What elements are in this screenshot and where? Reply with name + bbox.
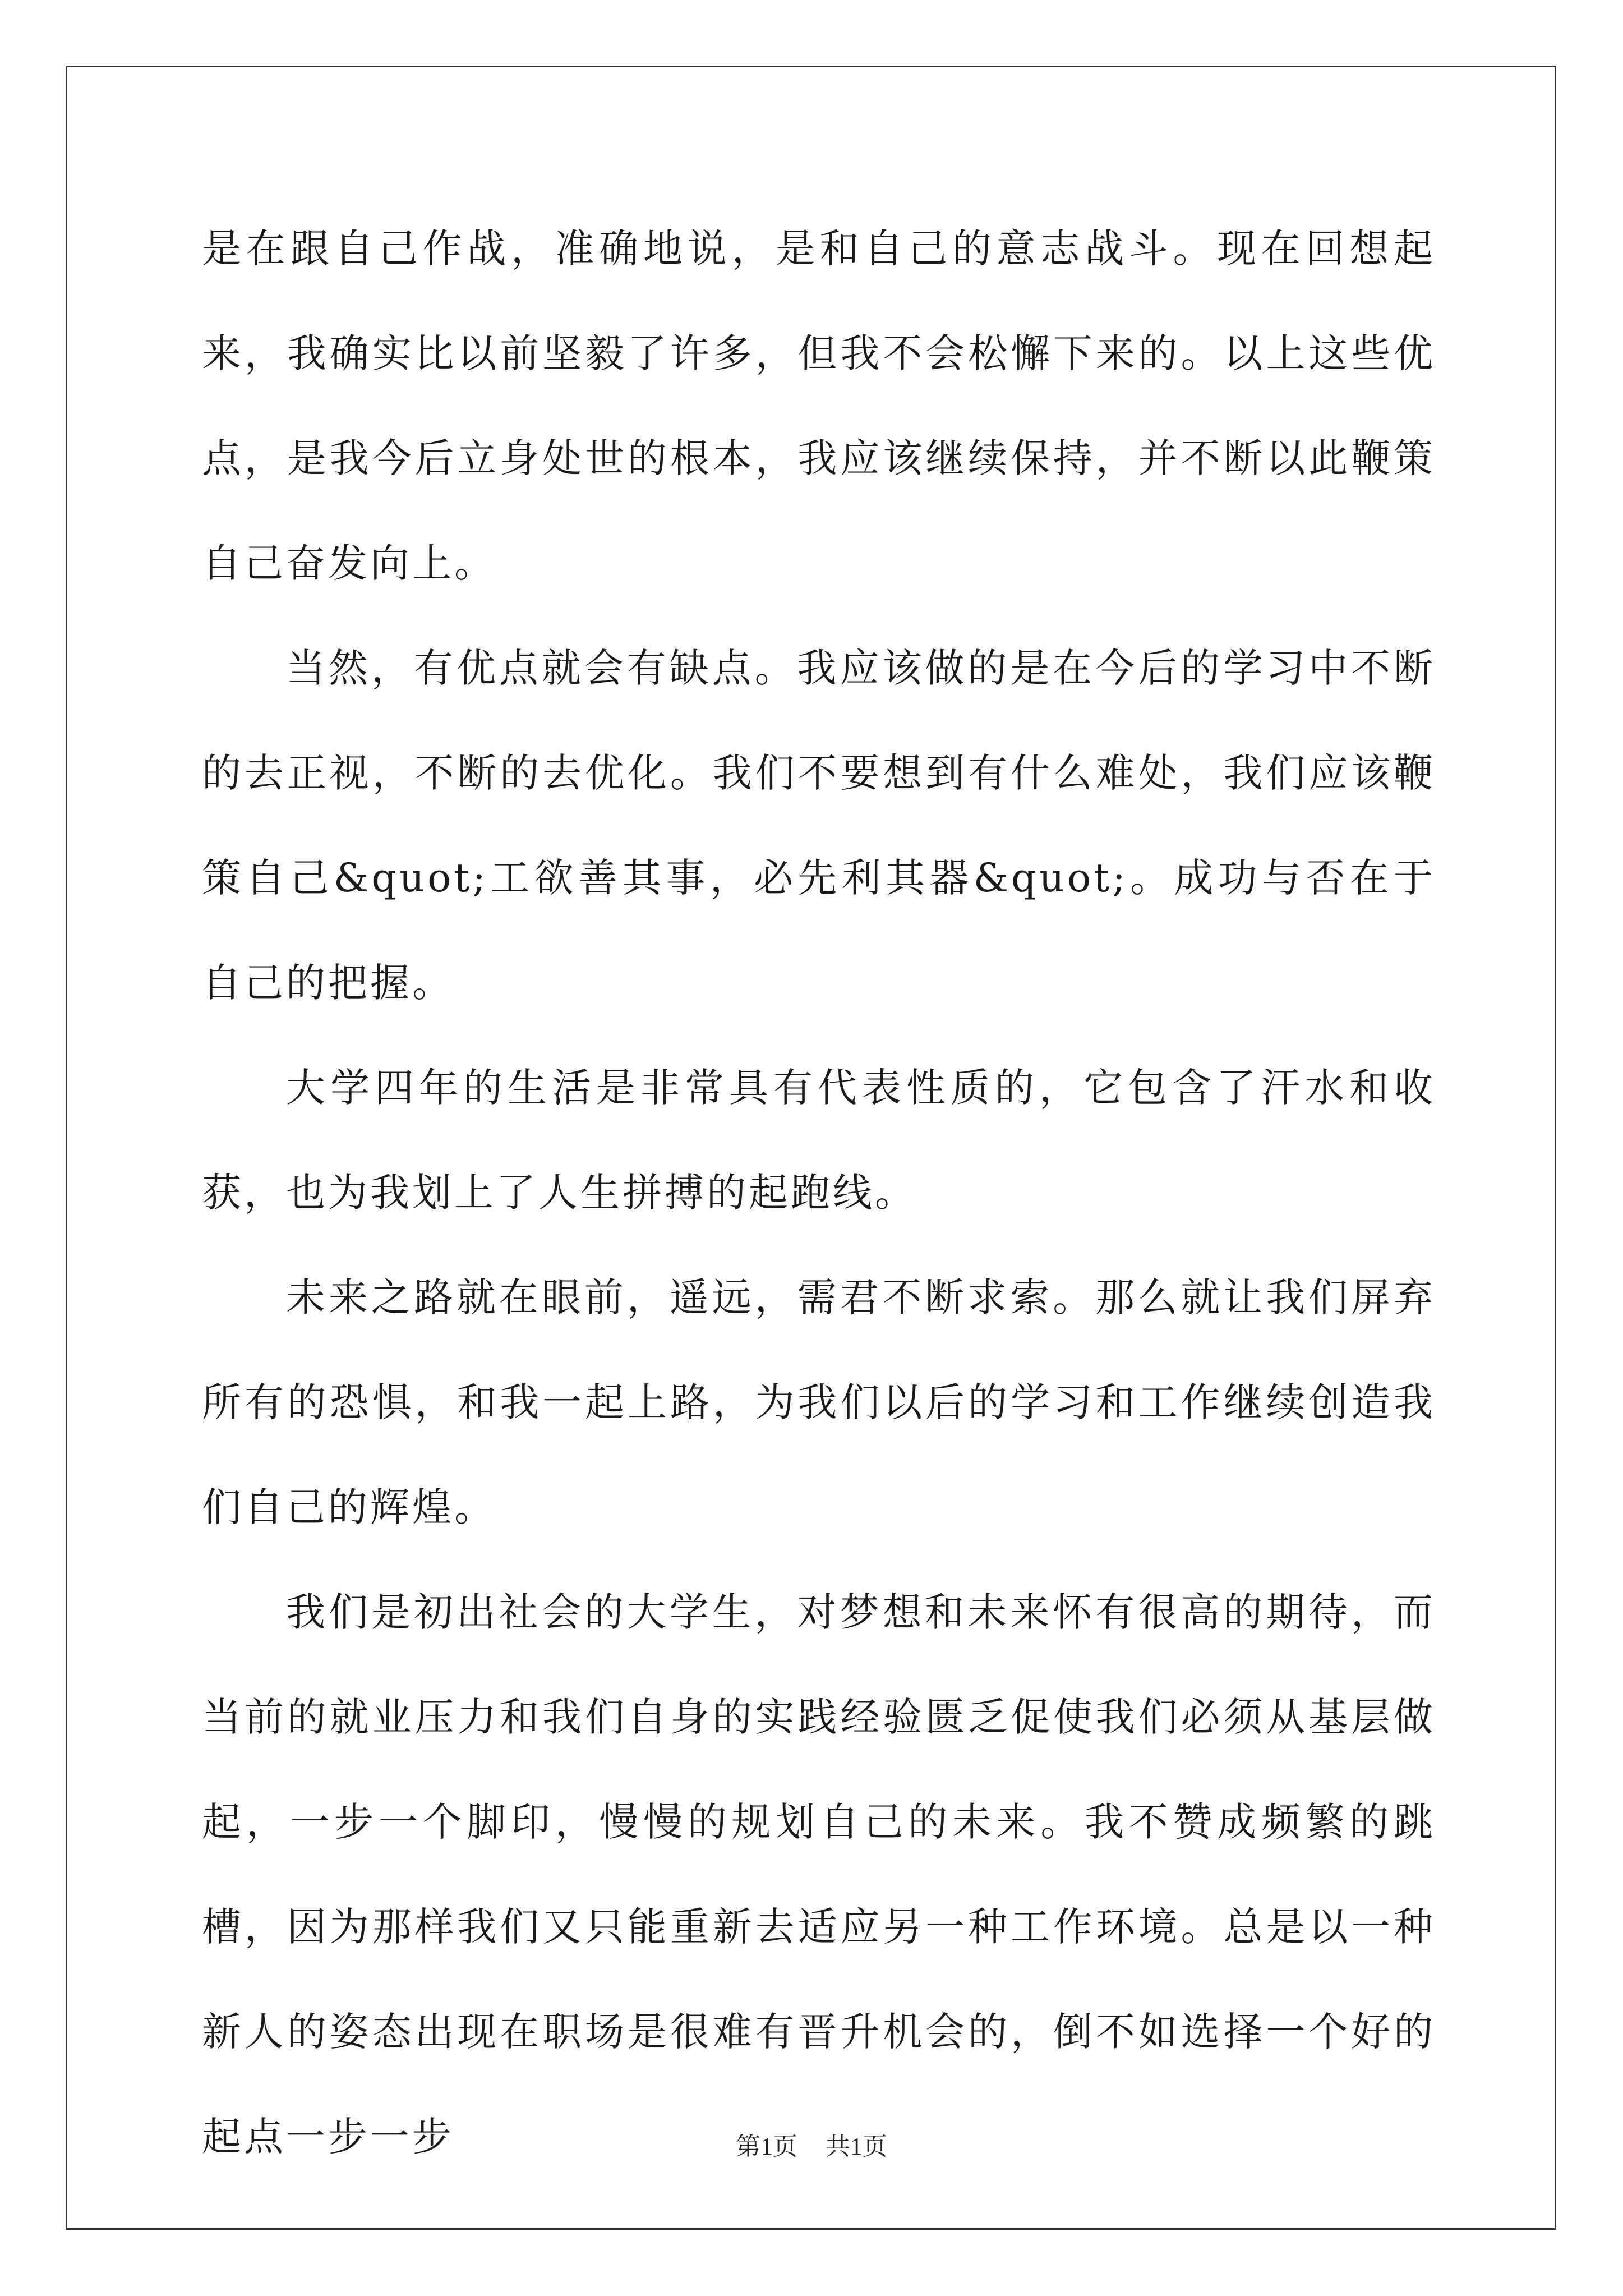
page-number: 第1页 — [736, 2133, 797, 2160]
page-count: 共1页 — [826, 2133, 887, 2160]
paragraph: 我们是初出社会的大学生，对梦想和未来怀有很高的期待，而当前的就业压力和我们自身的实践经验匮乏促使我们必须从基层做起，一步一个脚印，慢慢的规划自己的未来。我不赞成频繁的跳槽，因为那样我们又只能重新去适应另一种工作环境。总是以一种新人的姿态出现在职场是很难有晋升机会的，倒不如选择一个好的起点一步一步 — [202, 1589, 1436, 2160]
paragraph: 当然，有优点就会有缺点。我应该做的是在今后的学习中不断的去正视，不断的去优化。我们不要想到有什么难处，我们应该鞭策自己&quot;工欲善其事，必先利其器&quot;。成功与否在于自己的把握。 — [202, 645, 1436, 1006]
paragraph: 大学四年的生活是非常具有代表性质的，它包含了汗水和收获，也为我划上了人生拼搏的起跑线。 — [202, 1065, 1436, 1216]
paragraph: 未来之路就在眼前，遥远，需君不断求索。那么就让我们屏弃所有的恐惧，和我一起上路，为我们以后的学习和工作继续创造我们自己的辉煌。 — [202, 1274, 1436, 1530]
paragraph: 是在跟自己作战，准确地说，是和自己的意志战斗。现在回想起来，我确实比以前坚毅了许多，但我不会松懈下来的。以上这些优点，是我今后立身处世的根本，我应该继续保持，并不断以此鞭策自己奋发向上。 — [202, 226, 1436, 586]
page-footer — [0, 2126, 1623, 2162]
document-body — [202, 196, 1436, 2189]
